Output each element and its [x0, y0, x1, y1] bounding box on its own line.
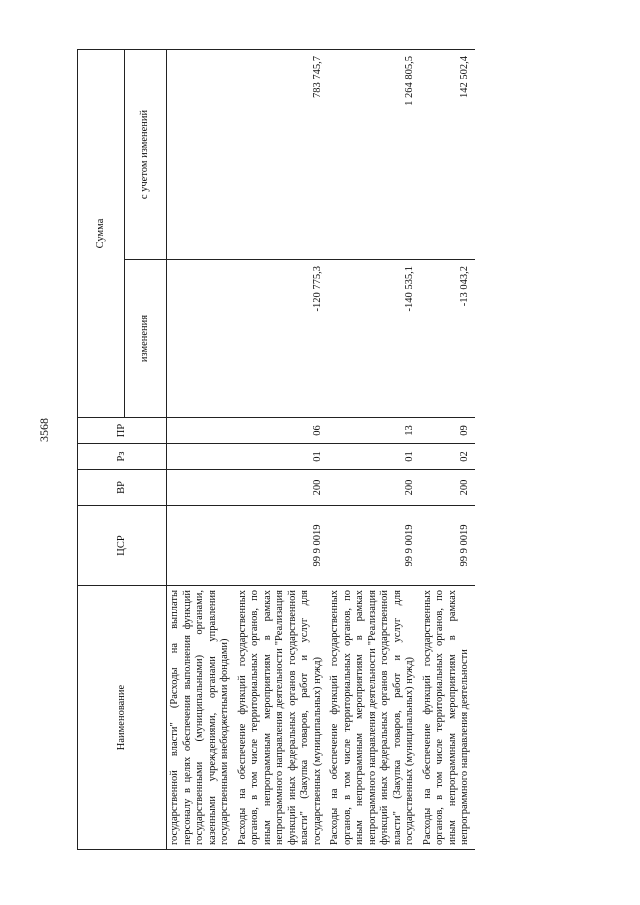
row-total: 1 264 805,5: [327, 49, 420, 259]
table-row: [327, 49, 420, 849]
row-change: -13 043,2: [420, 260, 475, 418]
row-total: 783 745,7: [235, 49, 328, 259]
row-csr: 99 9 0019: [235, 506, 328, 586]
row-rz: 01: [327, 444, 420, 470]
row-name: Расходы на обеспечение функций государственных органов, в том числе территориальных органов, по иным непрограммным мероприятиям в рамках непрограммного направления деятельности: [420, 586, 475, 850]
row-name: Расходы на обеспечение функций государственных органов, в том числе территориальных органов, по иным непрограммным мероприятиям в рамках непрограммного направления деятельности "Реализация функций иных федеральных органов государственной власти" (Закупка товаров, работ и услуг для государственных (муниципальных) нужд): [327, 586, 420, 850]
row-pr: 06: [235, 418, 328, 444]
row-rz: 01: [235, 444, 328, 470]
row-rz: 02: [420, 444, 475, 470]
row-pr: [167, 418, 235, 444]
table-frame: [77, 50, 597, 850]
row-name: Расходы на обеспечение функций государственных органов, в том числе территориальных органов, по иным непрограммным мероприятиям в рамках непрограммного направления деятельности "Реализация функций иных федеральных органов государственной власти" (Закупка товаров, работ и услуг для государственных (муниципальных) нужд): [235, 586, 328, 850]
row-name: государственной власти" (Расходы на выплаты персоналу в целях обеспечения выполнения функций государственными (муниципальными) органами, казенными учреждениями, органами управления государственными внебюджетными фондами): [167, 586, 235, 850]
header-change: изменения: [125, 260, 167, 418]
row-change: [167, 260, 235, 418]
header-vr: ВР: [78, 470, 167, 506]
row-pr: 13: [327, 418, 420, 444]
row-vr: [167, 470, 235, 506]
row-pr: 09: [420, 418, 475, 444]
table-header: [78, 49, 167, 849]
row-change: -140 535,1: [327, 260, 420, 418]
header-total: с учетом изменений: [125, 49, 167, 259]
table-row: [420, 49, 475, 849]
header-sum: Сумма: [78, 49, 125, 417]
header-csr: ЦСР: [78, 506, 167, 586]
row-vr: 200: [327, 470, 420, 506]
row-csr: [167, 506, 235, 586]
header-pr: ПР: [78, 418, 167, 444]
budget-table: [77, 49, 475, 850]
row-csr: 99 9 0019: [327, 506, 420, 586]
row-total: [167, 49, 235, 259]
page-number: 3568: [37, 418, 51, 442]
header-name: Наименование: [78, 586, 167, 850]
row-change: -120 775,3: [235, 260, 328, 418]
row-vr: 200: [235, 470, 328, 506]
row-vr: 200: [420, 470, 475, 506]
header-rz: Рз: [78, 444, 167, 470]
table-row: [167, 49, 235, 849]
table-row: [235, 49, 328, 849]
row-total: 142 502,4: [420, 49, 475, 259]
row-rz: [167, 444, 235, 470]
row-csr: 99 9 0019: [420, 506, 475, 586]
